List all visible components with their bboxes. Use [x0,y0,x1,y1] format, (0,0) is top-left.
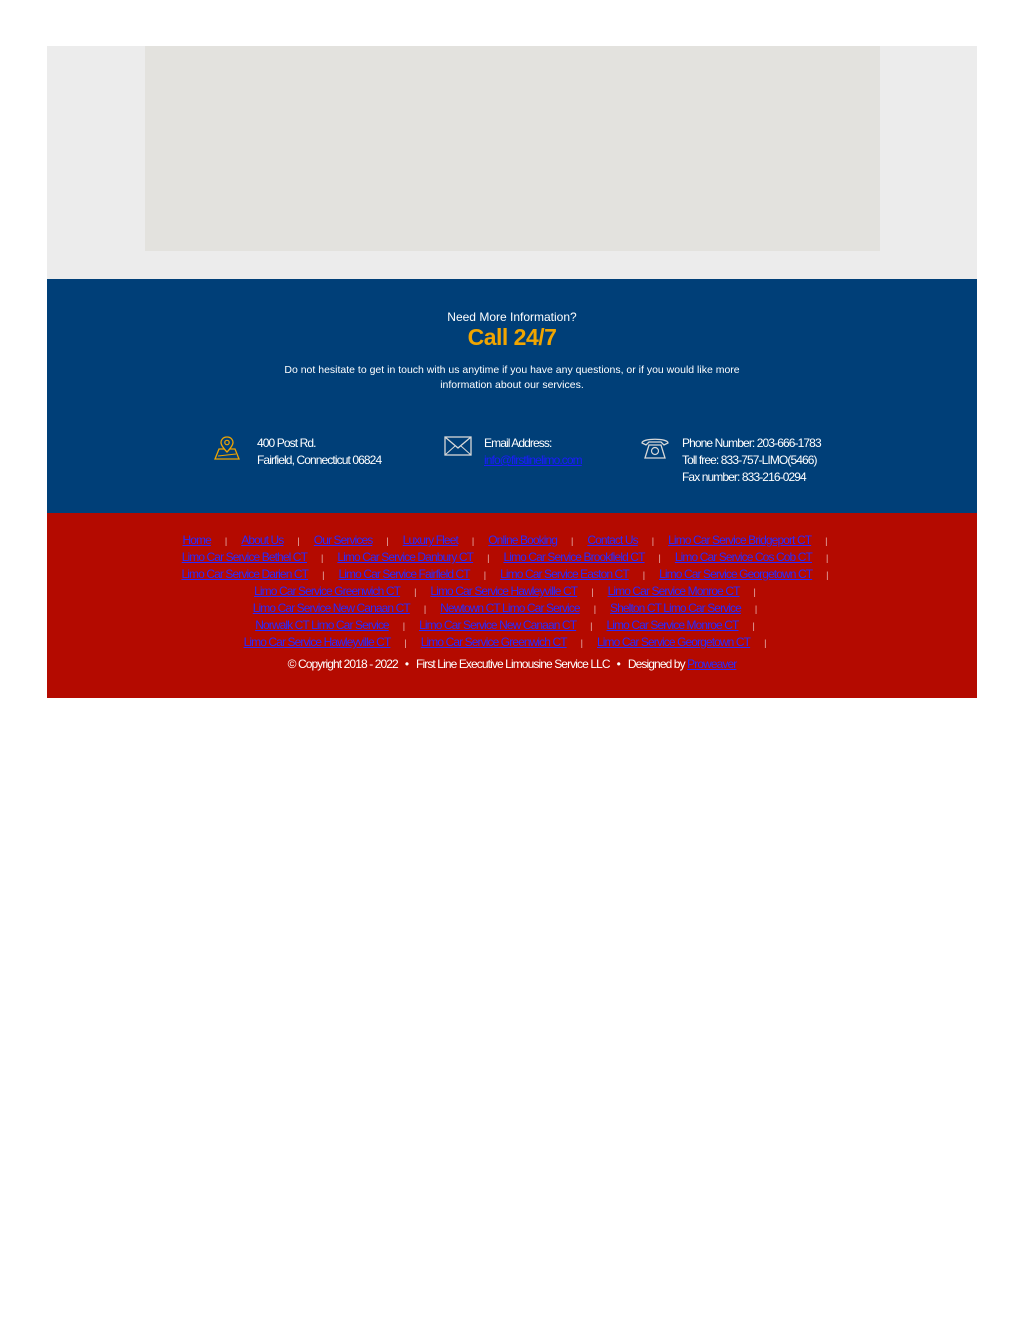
address-line-1: 400 Post Rd. [257,436,316,450]
toll-free: Toll free: 833-757-LIMO(5466) [682,453,817,467]
link-separator: | [404,638,407,648]
copyright-line [47,657,977,671]
footer-link-row [47,566,977,584]
footer-nav-link[interactable]: Limo Car Service Cos Cob CT [674,550,812,564]
footer-nav-link[interactable]: Limo Car Service Greenwich CT [254,584,401,598]
footer-nav-link[interactable]: Limo Car Service Bridgeport CT [668,533,812,547]
link-separator: | [386,536,389,546]
link-separator: | [402,621,406,631]
designed-by-label: Designed by [627,657,685,671]
link-separator: | [753,587,756,597]
link-separator: | [224,536,228,546]
footer-nav-link[interactable]: Norwalk CT Limo Car Service [255,618,389,632]
footer-links-section [47,513,977,698]
map-pin-icon [213,435,241,461]
link-separator: | [651,536,655,546]
company-name: First Line Executive Limousine Service LLC [416,657,610,671]
footer-nav-link[interactable]: About Us [241,533,284,547]
telephone-icon [640,435,668,461]
page-footer-area [47,46,977,698]
footer-nav-link[interactable]: Online Booking [488,533,558,547]
link-separator: | [580,638,584,648]
footer-nav-link[interactable]: Limo Car Service Fairfield CT [338,567,470,581]
email-link[interactable]: info@firstlinelimo.com [484,453,582,467]
link-separator: | [752,621,755,631]
footer-nav-link[interactable]: Limo Car Service Bethel CT [181,550,308,564]
link-separator: | [423,604,427,614]
footer-nav-link[interactable]: Contact Us [587,533,638,547]
footer-nav-link[interactable]: Limo Car Service Easton CT [500,567,629,581]
intro-text: Do not hesitate to get in touch with us anytime if you have any questions, or if you would like more information about our services. [284,364,740,391]
address-block [257,435,381,469]
link-separator: | [590,621,593,631]
map-section [47,46,977,279]
fax-number: Fax number: 833-216-0294 [682,470,806,484]
footer-nav-link[interactable]: Limo Car Service Georgetown CT [659,567,813,581]
link-separator: | [571,536,574,546]
envelope-icon [444,435,472,461]
footer-link-row [47,600,977,618]
link-separator: | [764,638,767,648]
footer-nav-link[interactable]: Limo Car Service New Canaan CT [252,601,410,615]
link-separator: | [642,570,646,580]
designer-link[interactable]: Proweaver [687,657,737,671]
footer-nav-link[interactable]: Limo Car Service Hawleyville CT [430,584,578,598]
address-line-2: Fairfield, Connecticut 06824 [257,453,382,467]
footer-nav-link[interactable]: Limo Car Service Hawleyville CT [243,635,391,649]
contact-info-section [47,279,977,513]
link-separator: | [754,604,758,614]
footer-link-row [47,634,977,652]
footer-nav-link[interactable]: Limo Car Service Danbury CT [337,550,474,564]
link-separator: | [471,536,475,546]
link-separator: | [297,536,300,546]
copyright-text: © Copyright 2018 - 2022 [287,657,398,671]
footer-nav-link[interactable]: Limo Car Service Greenwich CT [420,635,567,649]
link-separator: | [591,587,594,597]
footer-nav-link[interactable]: Limo Car Service Brookfield CT [503,550,645,564]
footer-nav-link[interactable]: Home [182,533,211,547]
link-separator: | [414,587,417,597]
email-label: Email Address: [484,436,552,450]
footer-nav-link[interactable]: Our Services [313,533,373,547]
footer-nav-link[interactable]: Limo Car Service Monroe CT [607,584,740,598]
email-block [484,435,582,469]
footer-nav-link[interactable]: Limo Car Service New Canaan CT [419,618,577,632]
map-embed[interactable] [145,46,880,251]
link-separator: | [321,553,324,563]
footer-nav-link[interactable]: Luxury Fleet [402,533,458,547]
dot-separator: • [404,657,410,671]
link-separator: | [825,536,828,546]
footer-nav-link[interactable]: Newtown CT Limo Car Service [440,601,580,615]
footer-nav-link[interactable]: Limo Car Service Georgetown CT [597,635,751,649]
phone-number: Phone Number: 203-666-1783 [682,436,821,450]
footer-link-row [47,617,977,635]
link-separator: | [826,570,829,580]
link-separator: | [322,570,325,580]
link-separator: | [593,604,597,614]
dot-separator: • [616,657,621,671]
phone-block [682,435,821,486]
link-separator: | [483,570,487,580]
footer-nav-link[interactable]: Limo Car Service Monroe CT [606,618,739,632]
footer-link-row [47,532,977,550]
link-separator: | [825,553,829,563]
footer-nav-link[interactable]: Shelton CT Limo Car Service [610,601,741,615]
footer-link-row [47,549,977,567]
footer-link-row [47,583,977,601]
link-separator: | [658,553,661,563]
link-separator: | [487,553,490,563]
call-headline: Call 24/7 [467,324,557,350]
footer-nav-link[interactable]: Limo Car Service Darien CT [181,567,309,581]
info-kicker: Need More Information? [447,310,577,324]
